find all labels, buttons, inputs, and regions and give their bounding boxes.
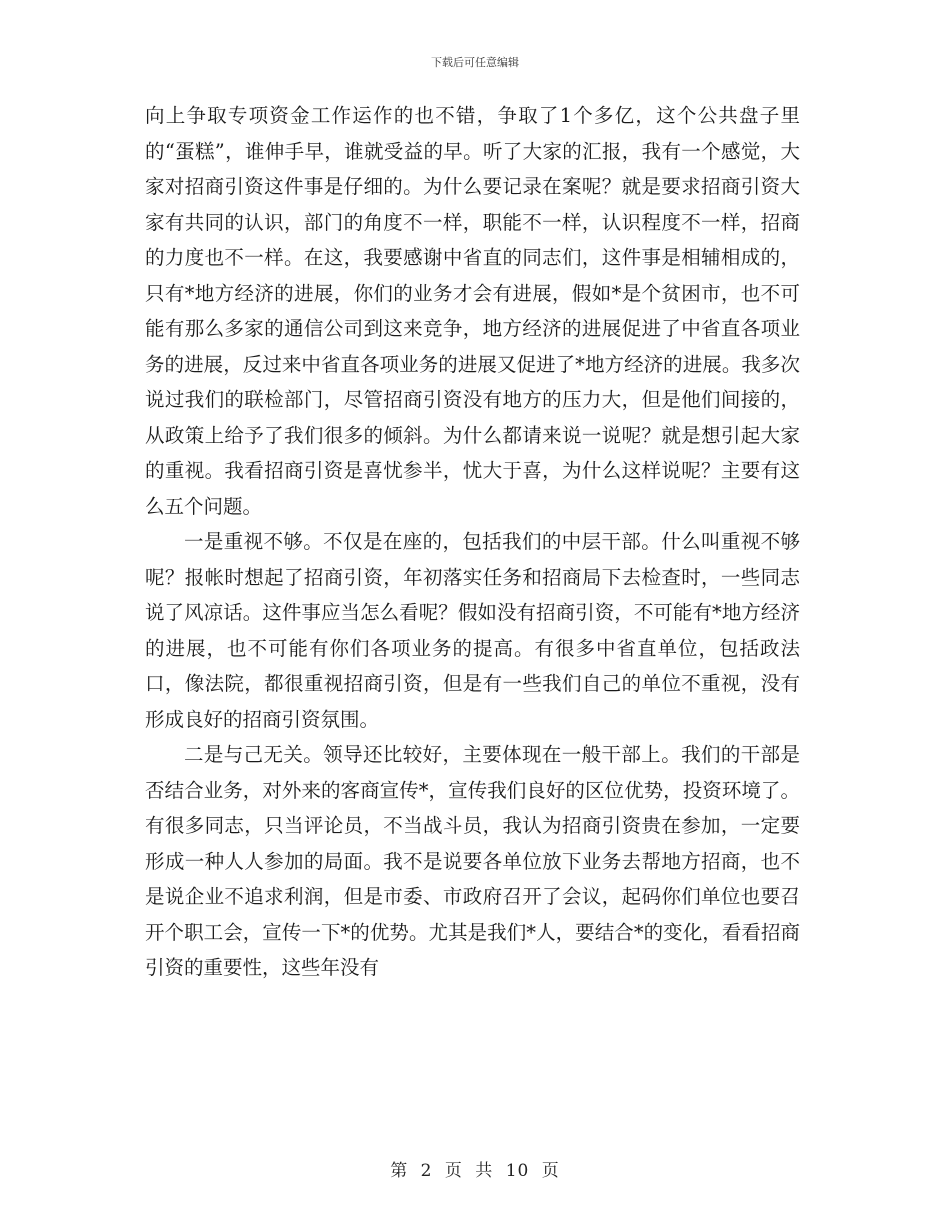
paragraph-point-two: 二是与己无关。领导还比较好，主要体现在一般干部上。我们的干部是否结合业务，对外来的客商宣传*，宣传我们良好的区位优势，投资环境了。有很多同志，只当评论员，不当战斗员，我认为招商引资贵在参加，一定要形成一种人人参加的局面。我不是说要各单位放下业务去帮地方招商，也不是说企业不追求利润，但是市委、市政府召开了会议，起码你们单位也要召开个职工会，宣传一下*的优势。尤其是我们*人，要结合*的变化，看看招商引资的重要性，这些年没有 [145, 743, 800, 979]
document-body [145, 98, 800, 986]
paragraph-point-one: 一是重视不够。不仅是在座的，包括我们的中层干部。什么叫重视不够呢？报帐时想起了招商引资，年初落实任务和招商局下去检查时，一些同志说了风凉话。这件事应当怎么看呢？假如没有招商引资，不可能有*地方经济的进展，也不可能有你们各项业务的提高。有很多中省直单位，包括政法口，像法院，都很重视招商引资，但是有一些我们自己的单位不重视，没有形成良好的招商引资氛围。 [145, 530, 800, 731]
footer-total-word: 共 [475, 1161, 494, 1181]
total-pages-number: 10 [505, 1161, 530, 1181]
footer-suffix: 页 [541, 1161, 560, 1181]
page-header-note: 下载后可任意编辑 [431, 56, 519, 69]
footer-prefix: 第 [390, 1161, 409, 1181]
paragraph-intro: 向上争取专项资金工作运作的也不错，争取了1个多亿，这个公共盘子里的“蛋糕”，谁伸手早，谁就受益的早。听了大家的汇报，我有一个感觉，大家对招商引资这件事是仔细的。为什么要记录在案呢？就是要求招商引资大家有共同的认识，部门的角度不一样，职能不一样，认识程度不一样，招商的力度也不一样。在这，我要感谢中省直的同志们，这件事是相辅相成的，只有*地方经济的进展，你们的业务才会有进展，假如*是个贫困市，也不可能有那么多家的通信公司到这来竞争，地方经济的进展促进了中省直各项业务的进展，反过来中省直各项业务的进展又促进了*地方经济的进展。我多次说过我们的联检部门，尽管招商引资没有地方的压力大，但是他们间接的，从政策上给予了我们很多的倾斜。为什么都请来说一说呢？就是想引起大家的重视。我看招商引资是喜忧参半，忧大于喜，为什么这样说呢？主要有这么五个问题。 [145, 104, 800, 518]
page-number-footer [0, 1156, 950, 1181]
current-page-number: 2 [420, 1161, 433, 1181]
footer-page-word: 页 [444, 1161, 463, 1181]
